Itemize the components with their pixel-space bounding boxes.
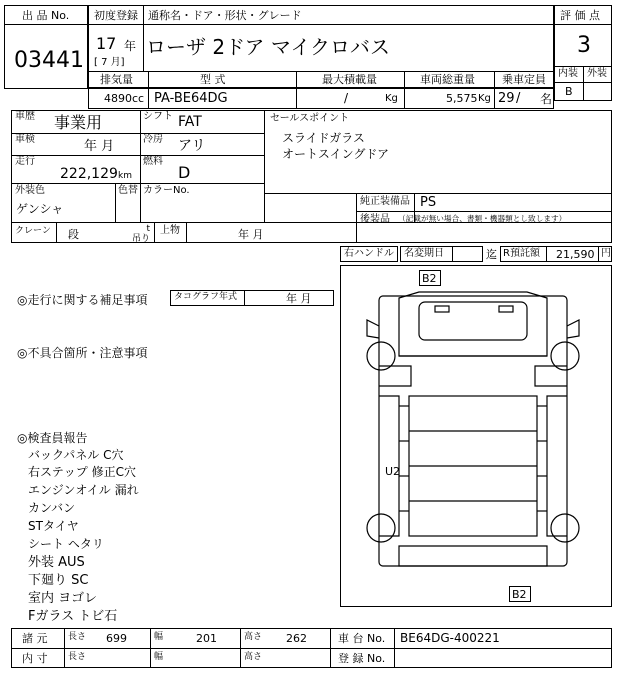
bus-diagram	[341, 266, 611, 606]
dims-label: 諸 元	[22, 632, 48, 645]
kg-unit: Kg	[385, 93, 398, 104]
height-label: 高さ	[244, 632, 263, 642]
side-damage-mark: U2	[385, 465, 401, 478]
capacity-sep: /	[516, 91, 521, 106]
displacement-value: 4890	[104, 92, 132, 105]
crane-label: クレーン	[15, 226, 51, 236]
kg-unit-2: Kg	[478, 93, 491, 104]
height-value: 262	[286, 632, 307, 645]
mileage-value: 222,129	[60, 166, 118, 182]
km-unit: km	[118, 171, 132, 181]
mileage-label: 走行	[15, 156, 35, 167]
reg-no-label: 登 録 No.	[338, 652, 386, 665]
running-notes-label: ◎走行に関する補足事項	[17, 293, 148, 307]
front-damage-mark: B2	[422, 272, 437, 285]
inspector-item: Fガラス トビ石	[28, 609, 118, 624]
model-label: 型 式	[200, 73, 226, 86]
chassis-label: 車 台 No.	[338, 632, 386, 645]
reg-month: [ 7 月]	[94, 57, 125, 68]
fuel-value: D	[178, 163, 191, 182]
tacho-label: タコグラフ年式	[174, 292, 238, 302]
title-label: 通称名・ドア・形状・グレード	[148, 9, 302, 22]
crane-lift: t 吊り	[132, 224, 151, 244]
chassis-value: BE64DG-400221	[400, 631, 500, 645]
color-code-label: カラーNo.	[143, 185, 190, 196]
reg-year-unit: 年	[124, 39, 137, 53]
selling-point-2: オートスイングドア	[282, 147, 390, 161]
inspection-value: 年 月	[84, 139, 115, 154]
max-load-label: 最大積載量	[322, 73, 377, 86]
inspector-item: STタイヤ	[28, 519, 79, 533]
score-label: 評 価 点	[560, 9, 600, 22]
capacity-unit: 名	[540, 92, 553, 106]
tax-label: 迄	[486, 248, 497, 261]
bed-date: 年 月	[238, 228, 264, 241]
cc-unit: cc	[132, 92, 145, 105]
score-value: 3	[577, 33, 591, 58]
vehicle-diagram	[340, 265, 612, 607]
max-load-value: /	[344, 91, 349, 105]
ac-label: 冷房	[143, 134, 163, 145]
lot-no: 03441	[14, 48, 84, 73]
bed-label: 上物	[160, 225, 180, 236]
inspector-label: ◎検査員報告	[17, 431, 88, 445]
model-value: PA-BE64DG	[154, 91, 228, 106]
color-no-label: 色替	[118, 185, 138, 196]
gross-weight-value: 5,575	[446, 92, 478, 105]
inspector-item: バックパネル C穴	[28, 448, 124, 462]
selling-point-1: スライドガラス	[282, 131, 365, 145]
aftermarket-label: 後装品	[360, 214, 390, 225]
history-label: 車歴	[15, 111, 35, 122]
inspector-item: 右ステップ 修正C穴	[28, 465, 136, 479]
tax-r-label: R預託額	[503, 248, 540, 259]
exterior-label: 外装	[587, 68, 607, 79]
width-label: 幅	[154, 632, 164, 642]
aftermarket-note: （記載が無い場合、書類・機器類とし致します）	[398, 215, 567, 224]
steering-value: 右ハンドル	[344, 248, 394, 259]
defects-label: ◎不具合箇所・注意事項	[17, 346, 148, 360]
inspector-item: エンジンオイル 漏れ	[28, 483, 139, 497]
length-label: 長さ	[68, 632, 87, 642]
interior-label: 内装	[558, 68, 578, 79]
equipment-value: PS	[420, 195, 437, 210]
inner-height-label: 高さ	[244, 652, 263, 662]
inner-dims-label: 内 寸	[22, 652, 48, 665]
width-value: 201	[196, 632, 217, 645]
capacity-label: 乗車定員	[502, 73, 546, 86]
history-value: 事業用	[54, 113, 103, 132]
ac-value: アリ	[178, 138, 206, 154]
inspector-item: 外装 AUS	[28, 555, 85, 570]
lot-no-label: 出 品 No.	[22, 9, 70, 22]
color-label: 外装色	[15, 185, 45, 196]
fuel-label: 燃料	[143, 156, 163, 167]
inspector-item: 下廻り SC	[28, 573, 89, 588]
car-name: ローザ 2ドア マイクロバス	[146, 35, 391, 59]
capacity-value: 29	[498, 91, 515, 106]
selling-points-label: セールスポイント	[270, 113, 350, 124]
inspector-item: 室内 ヨゴレ	[28, 591, 98, 606]
rear-damage-mark: B2	[512, 588, 527, 601]
equipment-label: 純正装備品	[360, 196, 410, 207]
inspector-item: シート ヘタリ	[28, 537, 104, 551]
inspection-label: 車検	[15, 134, 35, 145]
inner-length-label: 長さ	[68, 652, 87, 662]
tacho-value: 年 月	[286, 292, 312, 305]
color-value: ゲンシャ	[16, 202, 64, 216]
tax-r-value: 21,590	[556, 248, 595, 261]
first-reg-label: 初度登録	[94, 9, 138, 22]
interior-score: B	[565, 85, 573, 98]
length-value: 699	[106, 632, 127, 645]
yen-unit: 円	[601, 248, 611, 259]
name-change-label: 名変期日	[404, 248, 444, 259]
inspector-item: カンバン	[28, 501, 76, 515]
reg-year: 17	[96, 34, 117, 53]
crane-stage: 段	[68, 228, 79, 241]
shift-value: FAT	[178, 114, 202, 130]
inner-width-label: 幅	[154, 652, 164, 662]
displacement-label: 排気量	[100, 73, 133, 86]
gross-weight-label: 車両総重量	[420, 73, 475, 86]
shift-label: シフト	[143, 111, 173, 122]
